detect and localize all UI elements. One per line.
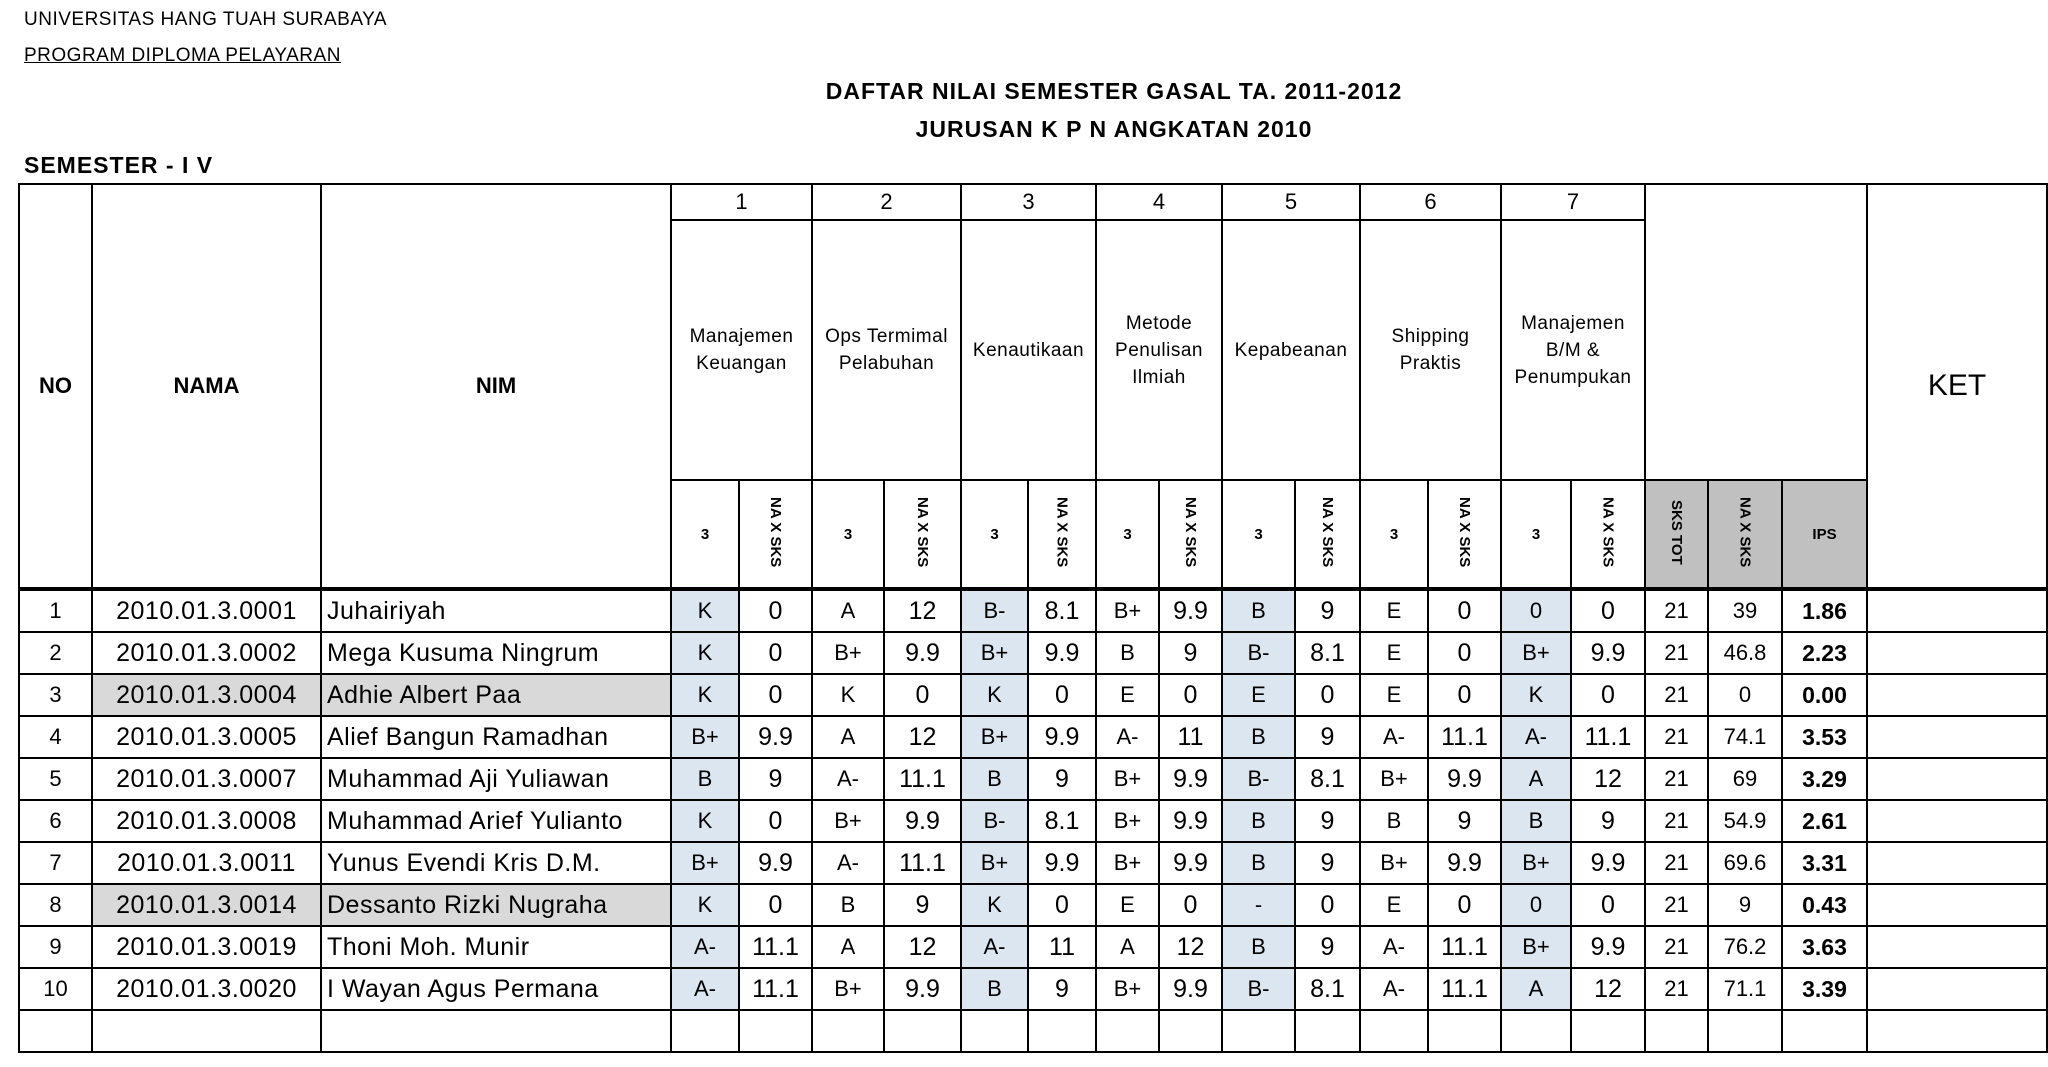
ips-value: 1.86: [1782, 589, 1867, 632]
subject-name: Manajemen B/M & Penumpukan: [1501, 220, 1645, 480]
ket-cell: [1867, 674, 2047, 716]
student-nim: 2010.01.3.0001: [92, 589, 321, 632]
grade-letter: A-: [812, 842, 884, 884]
grade-letter: B-: [961, 800, 1028, 842]
student-nim: 2010.01.3.0008: [92, 800, 321, 842]
grade-letter: B: [1222, 926, 1295, 968]
na-sks-header: NA X SKS: [739, 480, 812, 589]
ips-value: 0.43: [1782, 884, 1867, 926]
grade-points: 9: [1028, 968, 1096, 1010]
na-sks-total: 46.8: [1708, 632, 1782, 674]
row-number: 3: [19, 674, 92, 716]
row-number: 10: [19, 968, 92, 1010]
student-name: I Wayan Agus Permana: [321, 968, 671, 1010]
student-name: Alief Bangun Ramadhan: [321, 716, 671, 758]
grade-letter: B: [1222, 716, 1295, 758]
grade-letter: B: [1360, 800, 1428, 842]
na-sks-header: NA X SKS: [1159, 480, 1222, 589]
ips-value: 3.39: [1782, 968, 1867, 1010]
grade-letter: B-: [1222, 968, 1295, 1010]
student-name: Mega Kusuma Ningrum: [321, 632, 671, 674]
row-number: 5: [19, 758, 92, 800]
grade-points: 9: [1428, 800, 1501, 842]
row-number: 9: [19, 926, 92, 968]
grade-letter: A-: [812, 758, 884, 800]
grade-letter: A-: [1360, 716, 1428, 758]
grade-points: 11: [1159, 716, 1222, 758]
grade-letter: B+: [1501, 926, 1571, 968]
document-title: DAFTAR NILAI SEMESTER GASAL TA. 2011-2012: [825, 78, 1403, 104]
ket-cell: [1867, 632, 2047, 674]
empty-cell: [961, 1010, 1028, 1052]
grade-points: 0: [739, 674, 812, 716]
grade-points: 0: [739, 884, 812, 926]
grade-letter: B: [812, 884, 884, 926]
grade-points: 9: [884, 884, 961, 926]
grade-letter: E: [1360, 674, 1428, 716]
grade-points: 9: [1295, 842, 1360, 884]
sks-total: 21: [1645, 800, 1708, 842]
grade-letter: E: [1360, 589, 1428, 632]
row-number: 6: [19, 800, 92, 842]
subject-sks: 3: [1222, 480, 1295, 589]
grade-points: 0: [884, 674, 961, 716]
subject-sks: 3: [812, 480, 884, 589]
student-nim: 2010.01.3.0007: [92, 758, 321, 800]
empty-cell: [92, 1010, 321, 1052]
grade-points: 9.9: [1571, 632, 1645, 674]
row-number: 1: [19, 589, 92, 632]
grade-points: 9: [1295, 589, 1360, 632]
grade-points: 0: [1295, 674, 1360, 716]
na-sks-total: 74.1: [1708, 716, 1782, 758]
grade-letter: B+: [1501, 632, 1571, 674]
grade-points: 12: [1571, 968, 1645, 1010]
subject-number: 2: [812, 184, 961, 220]
student-nim: 2010.01.3.0014: [92, 884, 321, 926]
grade-letter: A-: [671, 926, 739, 968]
grade-letter: A: [1501, 758, 1571, 800]
grade-points: 0: [739, 589, 812, 632]
empty-cell: [1428, 1010, 1501, 1052]
col-header-nim: NIM: [321, 184, 671, 589]
na-sks-total: 54.9: [1708, 800, 1782, 842]
grade-letter: B+: [1096, 589, 1159, 632]
program-name: PROGRAM DIPLOMA PELAYARAN: [24, 45, 341, 66]
grade-letter: E: [1096, 884, 1159, 926]
grade-points: 0: [739, 632, 812, 674]
ket-cell: [1867, 926, 2047, 968]
grade-letter: 0: [1501, 884, 1571, 926]
subject-sks: 3: [671, 480, 739, 589]
subject-number: 1: [671, 184, 812, 220]
subject-sks: 3: [961, 480, 1028, 589]
ket-cell: [1867, 800, 2047, 842]
grade-points: 9.9: [1428, 842, 1501, 884]
grades-body: [19, 589, 2047, 1052]
grade-letter: A: [1501, 968, 1571, 1010]
sks-total: 21: [1645, 716, 1708, 758]
grade-points: 9.9: [1159, 842, 1222, 884]
grade-letter: A-: [1096, 716, 1159, 758]
student-nim: 2010.01.3.0019: [92, 926, 321, 968]
col-header-ket: KET: [1867, 184, 2047, 589]
grade-letter: A: [812, 716, 884, 758]
grade-letter: E: [1360, 884, 1428, 926]
grade-letter: B+: [1501, 842, 1571, 884]
grade-points: 0: [1295, 884, 1360, 926]
grade-letter: -: [1222, 884, 1295, 926]
grade-points: 9: [739, 758, 812, 800]
grade-points: 9: [1295, 926, 1360, 968]
grade-points: 9: [1295, 800, 1360, 842]
grade-letter: E: [1096, 674, 1159, 716]
grade-points: 0: [1028, 674, 1096, 716]
row-number: 8: [19, 884, 92, 926]
ips-value: 3.63: [1782, 926, 1867, 968]
summary-header-blank: [1645, 184, 1867, 480]
student-name: Thoni Moh. Munir: [321, 926, 671, 968]
table-row: [19, 884, 2047, 926]
grade-letter: A-: [671, 968, 739, 1010]
grade-letter: B: [671, 758, 739, 800]
grade-points: 9.9: [1159, 968, 1222, 1010]
grade-points: 9: [1028, 758, 1096, 800]
empty-cell: [1028, 1010, 1096, 1052]
grade-letter: B: [1501, 800, 1571, 842]
sks-total: 21: [1645, 589, 1708, 632]
grade-letter: B: [961, 758, 1028, 800]
grade-letter: B+: [961, 632, 1028, 674]
table-row: [19, 674, 2047, 716]
grade-letter: B+: [812, 632, 884, 674]
grade-letter: B+: [1096, 842, 1159, 884]
grade-points: 9.9: [1159, 589, 1222, 632]
grade-letter: B+: [812, 800, 884, 842]
ket-cell: [1867, 884, 2047, 926]
grade-letter: K: [671, 674, 739, 716]
student-nim: 2010.01.3.0004: [92, 674, 321, 716]
grade-points: 9.9: [1571, 926, 1645, 968]
grade-points: 9.9: [1159, 800, 1222, 842]
sks-total: 21: [1645, 758, 1708, 800]
subject-number: 4: [1096, 184, 1222, 220]
na-sks-total: 69.6: [1708, 842, 1782, 884]
grade-points: 9.9: [884, 968, 961, 1010]
grade-points: 0: [1159, 674, 1222, 716]
na-sks-total: 0: [1708, 674, 1782, 716]
grade-points: 11.1: [1428, 926, 1501, 968]
na-sks-header: NA X SKS: [884, 480, 961, 589]
empty-cell: [671, 1010, 739, 1052]
na-sks-total: 9: [1708, 884, 1782, 926]
grade-letter: A: [812, 926, 884, 968]
grade-letter: K: [671, 589, 739, 632]
grade-letter: A-: [1501, 716, 1571, 758]
ips-value: 3.31: [1782, 842, 1867, 884]
grade-letter: K: [671, 884, 739, 926]
sks-total: 21: [1645, 968, 1708, 1010]
grade-letter: E: [1360, 632, 1428, 674]
ket-cell: [1867, 716, 2047, 758]
grade-points: 12: [1159, 926, 1222, 968]
student-nim: 2010.01.3.0005: [92, 716, 321, 758]
ips-value: 0.00: [1782, 674, 1867, 716]
table-row: [19, 926, 2047, 968]
empty-cell: [1501, 1010, 1571, 1052]
grade-letter: A: [1096, 926, 1159, 968]
grade-letter: K: [961, 674, 1028, 716]
grade-points: 11.1: [739, 968, 812, 1010]
grade-points: 11.1: [1571, 716, 1645, 758]
grade-letter: K: [812, 674, 884, 716]
subject-sks: 3: [1501, 480, 1571, 589]
grade-points: 9: [1571, 800, 1645, 842]
grades-table: [18, 183, 2048, 1053]
ket-cell: [1867, 968, 2047, 1010]
empty-cell: [321, 1010, 671, 1052]
grade-points: 0: [1159, 884, 1222, 926]
subject-number: 7: [1501, 184, 1645, 220]
grade-letter: B+: [1360, 758, 1428, 800]
grade-points: 9: [1159, 632, 1222, 674]
grade-points: 9.9: [884, 800, 961, 842]
sks-total: 21: [1645, 632, 1708, 674]
grade-letter: B+: [1096, 758, 1159, 800]
na-sks-header: NA X SKS: [1295, 480, 1360, 589]
student-nim: 2010.01.3.0011: [92, 842, 321, 884]
grade-letter: A-: [1360, 968, 1428, 1010]
na-sks-total: 69: [1708, 758, 1782, 800]
ips-value: 3.53: [1782, 716, 1867, 758]
grade-points: 8.1: [1295, 632, 1360, 674]
na-sks-total: 76.2: [1708, 926, 1782, 968]
ket-cell: [1867, 589, 2047, 632]
grade-points: 11.1: [1428, 716, 1501, 758]
grade-points: 12: [1571, 758, 1645, 800]
document-subtitle: JURUSAN K P N ANGKATAN 2010: [915, 116, 1313, 142]
empty-cell: [1159, 1010, 1222, 1052]
ips-value: 2.61: [1782, 800, 1867, 842]
row-number: 4: [19, 716, 92, 758]
empty-cell: [1645, 1010, 1708, 1052]
subject-name: Kenautikaan: [961, 220, 1096, 480]
col-header-no: NO: [19, 184, 92, 589]
na-sks-header: NA X SKS: [1571, 480, 1645, 589]
subject-name: Kepabeanan: [1222, 220, 1360, 480]
empty-cell: [1096, 1010, 1159, 1052]
grade-points: 0: [1428, 884, 1501, 926]
grade-letter: B-: [961, 589, 1028, 632]
na-sks-header: NA X SKS: [1028, 480, 1096, 589]
grade-letter: B+: [1096, 968, 1159, 1010]
grade-points: 11.1: [1428, 968, 1501, 1010]
student-name: Juhairiyah: [321, 589, 671, 632]
grade-letter: B: [1222, 842, 1295, 884]
grade-letter: B+: [1360, 842, 1428, 884]
student-name: Muhammad Aji Yuliawan: [321, 758, 671, 800]
grade-points: 11: [1028, 926, 1096, 968]
empty-cell: [1222, 1010, 1295, 1052]
grade-points: 9.9: [1028, 842, 1096, 884]
table-row: [19, 716, 2047, 758]
grade-points: 11.1: [884, 758, 961, 800]
sks-total: 21: [1645, 884, 1708, 926]
ips-value: 3.29: [1782, 758, 1867, 800]
grade-points: 8.1: [1295, 758, 1360, 800]
subject-name: Ops Termimal Pelabuhan: [812, 220, 961, 480]
row-number: 2: [19, 632, 92, 674]
na-sks-total-header: NA X SKS: [1708, 480, 1782, 589]
subject-number: 5: [1222, 184, 1360, 220]
na-sks-total: 71.1: [1708, 968, 1782, 1010]
subject-name: Shipping Praktis: [1360, 220, 1501, 480]
ket-cell: [1867, 842, 2047, 884]
table-row: [19, 968, 2047, 1010]
grade-points: 9.9: [1428, 758, 1501, 800]
grade-points: 9.9: [1028, 716, 1096, 758]
grade-points: 9: [1295, 716, 1360, 758]
sks-total: 21: [1645, 674, 1708, 716]
subject-sks: 3: [1360, 480, 1428, 589]
grade-letter: B: [1222, 589, 1295, 632]
grade-points: 0: [1571, 589, 1645, 632]
na-sks-total: 39: [1708, 589, 1782, 632]
grade-points: 12: [884, 589, 961, 632]
grade-letter: B: [1222, 800, 1295, 842]
empty-cell: [1782, 1010, 1867, 1052]
empty-cell: [19, 1010, 92, 1052]
subject-sks: 3: [1096, 480, 1159, 589]
grade-points: 8.1: [1028, 589, 1096, 632]
grade-letter: B: [1096, 632, 1159, 674]
table-row: [19, 589, 2047, 632]
grade-points: 9.9: [739, 842, 812, 884]
grade-points: 9.9: [1159, 758, 1222, 800]
grade-letter: A-: [961, 926, 1028, 968]
grade-letter: K: [1501, 674, 1571, 716]
student-name: Adhie Albert Paa: [321, 674, 671, 716]
grade-points: 8.1: [1028, 800, 1096, 842]
subject-number: 3: [961, 184, 1096, 220]
ips-value: 2.23: [1782, 632, 1867, 674]
empty-cell: [1295, 1010, 1360, 1052]
grade-letter: 0: [1501, 589, 1571, 632]
student-name: Dessanto Rizki Nugraha: [321, 884, 671, 926]
empty-cell: [1571, 1010, 1645, 1052]
grade-points: 0: [1571, 674, 1645, 716]
grade-points: 11.1: [884, 842, 961, 884]
table-row: [19, 632, 2047, 674]
grade-points: 0: [1571, 884, 1645, 926]
empty-cell: [884, 1010, 961, 1052]
grade-letter: B: [961, 968, 1028, 1010]
empty-cell: [739, 1010, 812, 1052]
grade-letter: B+: [671, 716, 739, 758]
sks-tot-header: SKS TOT: [1645, 480, 1708, 589]
grade-points: 0: [1428, 674, 1501, 716]
student-name: Muhammad Arief Yulianto: [321, 800, 671, 842]
grade-letter: B+: [961, 716, 1028, 758]
grade-letter: K: [961, 884, 1028, 926]
grade-points: 8.1: [1295, 968, 1360, 1010]
student-name: Yunus Evendi Kris D.M.: [321, 842, 671, 884]
grade-letter: K: [671, 800, 739, 842]
grade-points: 11.1: [739, 926, 812, 968]
grade-points: 9.9: [1028, 632, 1096, 674]
grade-points: 0: [739, 800, 812, 842]
subject-number: 6: [1360, 184, 1501, 220]
empty-cell: [1867, 1010, 2047, 1052]
ips-header: IPS: [1782, 480, 1867, 589]
grade-points: 12: [884, 926, 961, 968]
grade-points: 9.9: [1571, 842, 1645, 884]
grade-letter: B+: [1096, 800, 1159, 842]
sks-total: 21: [1645, 926, 1708, 968]
student-nim: 2010.01.3.0020: [92, 968, 321, 1010]
table-row: [19, 800, 2047, 842]
subject-name: Metode Penulisan Ilmiah: [1096, 220, 1222, 480]
grade-letter: B-: [1222, 632, 1295, 674]
grade-points: 9.9: [884, 632, 961, 674]
semester-label: SEMESTER - I V: [24, 152, 214, 178]
grade-letter: A-: [1360, 926, 1428, 968]
subject-name: Manajemen Keuangan: [671, 220, 812, 480]
grade-points: 12: [884, 716, 961, 758]
ket-cell: [1867, 758, 2047, 800]
na-sks-header: NA X SKS: [1428, 480, 1501, 589]
grade-letter: A: [812, 589, 884, 632]
grade-points: 0: [1028, 884, 1096, 926]
university-name: UNIVERSITAS HANG TUAH SURABAYA: [24, 9, 388, 30]
empty-cell: [1360, 1010, 1428, 1052]
grade-points: 0: [1428, 632, 1501, 674]
sks-total: 21: [1645, 842, 1708, 884]
grade-letter: B+: [961, 842, 1028, 884]
grade-letter: B-: [1222, 758, 1295, 800]
table-row: [19, 758, 2047, 800]
empty-cell: [1708, 1010, 1782, 1052]
empty-cell: [812, 1010, 884, 1052]
table-row: [19, 842, 2047, 884]
grade-letter: E: [1222, 674, 1295, 716]
grade-letter: B+: [812, 968, 884, 1010]
row-number: 7: [19, 842, 92, 884]
grade-points: 9.9: [739, 716, 812, 758]
empty-row: [19, 1010, 2047, 1052]
grade-letter: K: [671, 632, 739, 674]
grade-letter: B+: [671, 842, 739, 884]
student-nim: 2010.01.3.0002: [92, 632, 321, 674]
col-header-nama: NAMA: [92, 184, 321, 589]
grade-points: 0: [1428, 589, 1501, 632]
